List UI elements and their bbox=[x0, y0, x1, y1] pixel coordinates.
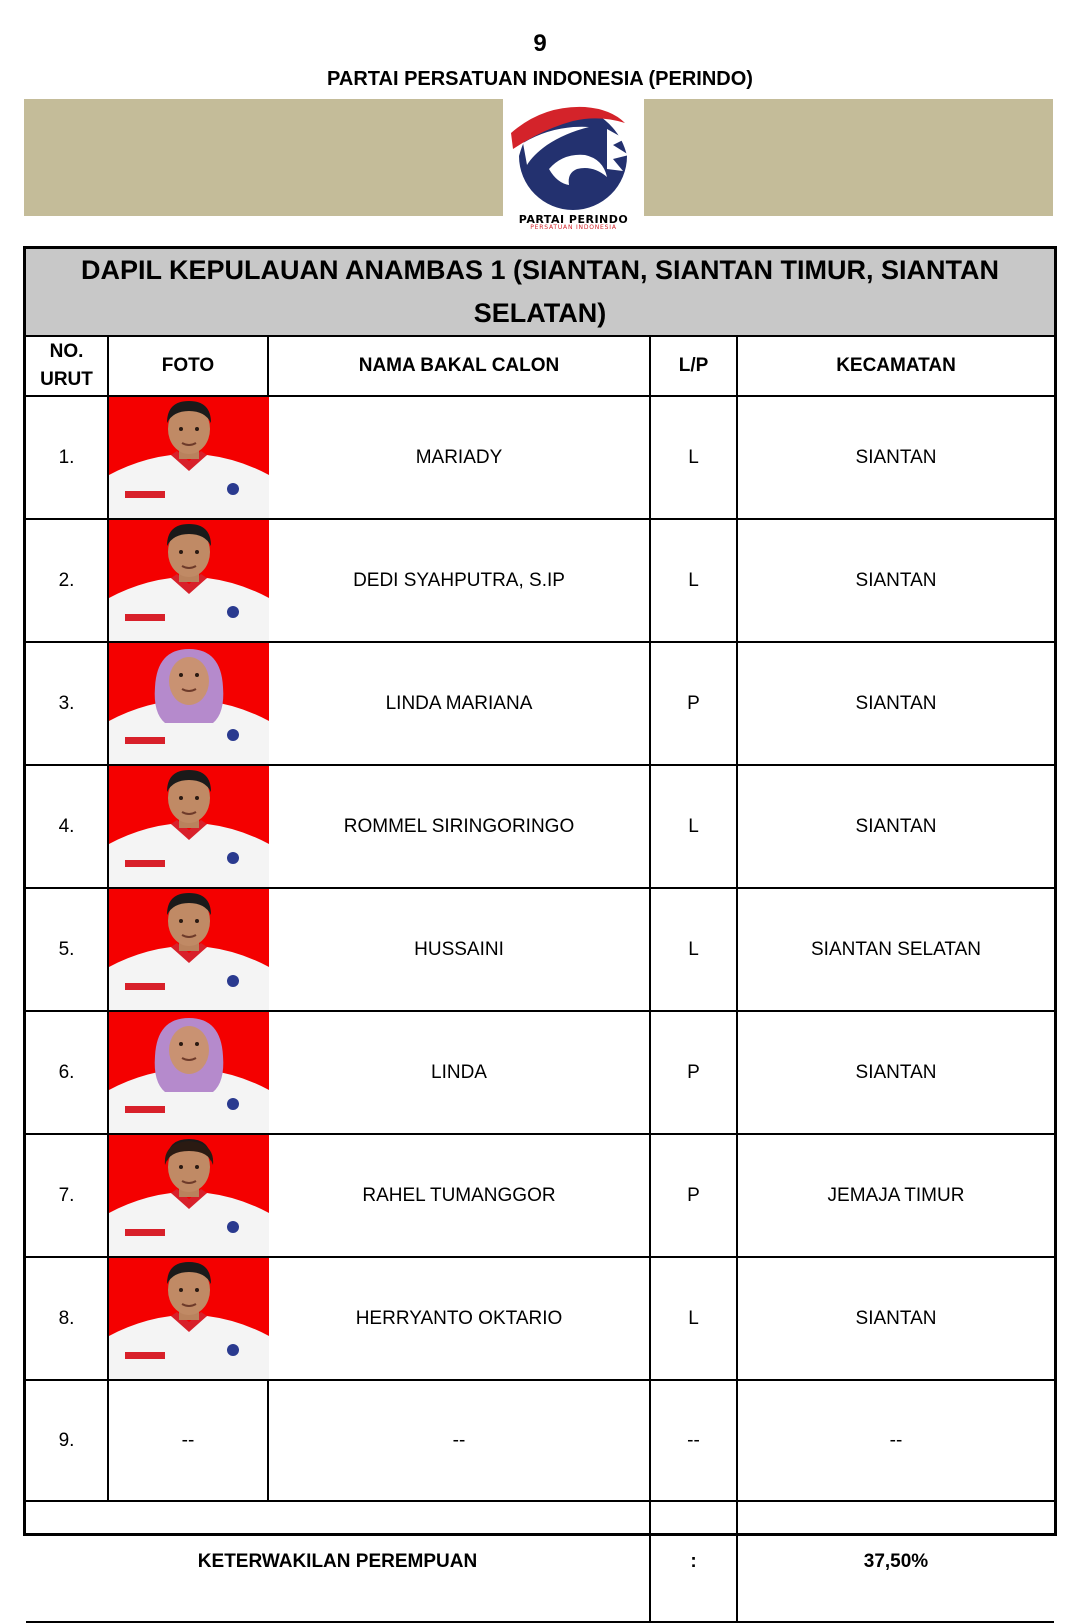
table-row bbox=[26, 1134, 1054, 1257]
party-logo bbox=[503, 99, 644, 233]
photo-cell bbox=[108, 1011, 268, 1134]
candidate-name: RAHEL TUMANGGOR bbox=[268, 1134, 650, 1257]
perindo-eagle-logo-icon bbox=[503, 99, 644, 211]
candidate-table-frame bbox=[23, 246, 1057, 1572]
row-number: 7. bbox=[26, 1134, 108, 1257]
header-lp: L/P bbox=[650, 337, 737, 396]
photo-cell bbox=[108, 1257, 268, 1380]
table-row bbox=[26, 396, 1054, 519]
candidate-gender: L bbox=[650, 519, 737, 642]
candidate-kecamatan: -- bbox=[737, 1380, 1054, 1501]
photo-cell bbox=[108, 1134, 268, 1257]
photo-cell bbox=[108, 519, 268, 642]
page-number: 9 bbox=[533, 30, 547, 57]
candidate-photo-male-icon bbox=[109, 397, 269, 518]
candidate-gender: L bbox=[650, 1257, 737, 1380]
candidate-photo-female-icon bbox=[109, 1135, 269, 1256]
table-row bbox=[26, 1011, 1054, 1134]
logo-subtext: PERSATUAN INDONESIA bbox=[530, 224, 617, 231]
candidate-kecamatan: JEMAJA TIMUR bbox=[737, 1134, 1054, 1257]
header-foto: FOTO bbox=[108, 337, 268, 396]
photo-cell bbox=[108, 765, 268, 888]
candidate-photo-male-icon bbox=[109, 766, 269, 887]
table-header-row bbox=[26, 337, 1054, 396]
table-row bbox=[26, 519, 1054, 642]
candidate-photo-female-hijab-icon bbox=[109, 1012, 269, 1133]
candidate-kecamatan: SIANTAN bbox=[737, 642, 1054, 765]
district-title: DAPIL KEPULAUAN ANAMBAS 1 (SIANTAN, SIANTAN TIMUR, SIANTAN SELATAN) bbox=[81, 255, 999, 328]
row-number: 5. bbox=[26, 888, 108, 1011]
candidate-kecamatan: SIANTAN bbox=[737, 765, 1054, 888]
table-row bbox=[26, 642, 1054, 765]
header-kecamatan: KECAMATAN bbox=[737, 337, 1054, 396]
row-number: 1. bbox=[26, 396, 108, 519]
candidate-kecamatan: SIANTAN bbox=[737, 396, 1054, 519]
header-nama: NAMA BAKAL CALON bbox=[268, 337, 650, 396]
row-number: 4. bbox=[26, 765, 108, 888]
photo-cell bbox=[108, 888, 268, 1011]
candidate-name: MARIADY bbox=[268, 396, 650, 519]
footer-value: 37,50% bbox=[737, 1501, 1054, 1622]
candidate-name: LINDA bbox=[268, 1011, 650, 1134]
candidate-gender: P bbox=[650, 1011, 737, 1134]
candidate-name: LINDA MARIANA bbox=[268, 642, 650, 765]
table-row bbox=[26, 765, 1054, 888]
photo-cell: -- bbox=[108, 1380, 268, 1501]
candidate-gender: -- bbox=[650, 1380, 737, 1501]
district-title-bar bbox=[26, 249, 1054, 337]
table-row bbox=[26, 888, 1054, 1011]
header-no: NO. URUT bbox=[26, 337, 108, 396]
candidate-photo-male-icon bbox=[109, 520, 269, 641]
candidate-name: ROMMEL SIRINGORINGO bbox=[268, 765, 650, 888]
row-number: 2. bbox=[26, 519, 108, 642]
photo-cell bbox=[108, 642, 268, 765]
candidate-gender: P bbox=[650, 1134, 737, 1257]
logo-text: PARTAI PERINDO bbox=[518, 213, 629, 226]
candidate-photo-female-hijab-icon bbox=[109, 643, 269, 764]
table-row bbox=[26, 1380, 1054, 1501]
photo-cell bbox=[108, 396, 268, 519]
candidate-name: HERRYANTO OKTARIO bbox=[268, 1257, 650, 1380]
candidate-kecamatan: SIANTAN bbox=[737, 1257, 1054, 1380]
candidate-kecamatan: SIANTAN SELATAN bbox=[737, 888, 1054, 1011]
candidate-gender: P bbox=[650, 642, 737, 765]
candidate-name: -- bbox=[268, 1380, 650, 1501]
candidate-name: DEDI SYAHPUTRA, S.IP bbox=[268, 519, 650, 642]
candidate-photo-male-icon bbox=[109, 889, 269, 1010]
footer-separator: : bbox=[650, 1501, 737, 1622]
candidate-gender: L bbox=[650, 765, 737, 888]
party-name: PARTAI PERSATUAN INDONESIA (PERINDO) bbox=[327, 68, 753, 90]
footer-row bbox=[26, 1501, 1054, 1622]
row-number: 3. bbox=[26, 642, 108, 765]
row-number: 6. bbox=[26, 1011, 108, 1134]
candidate-table bbox=[26, 337, 1054, 1623]
candidate-name: HUSSAINI bbox=[268, 888, 650, 1011]
candidate-gender: L bbox=[650, 888, 737, 1011]
row-number: 8. bbox=[26, 1257, 108, 1380]
candidate-gender: L bbox=[650, 396, 737, 519]
row-number: 9. bbox=[26, 1380, 108, 1501]
candidate-kecamatan: SIANTAN bbox=[737, 1011, 1054, 1134]
candidate-photo-male-icon bbox=[109, 1258, 269, 1379]
candidate-kecamatan: SIANTAN bbox=[737, 519, 1054, 642]
table-row bbox=[26, 1257, 1054, 1380]
footer-label: KETERWAKILAN PEREMPUAN bbox=[26, 1501, 650, 1622]
